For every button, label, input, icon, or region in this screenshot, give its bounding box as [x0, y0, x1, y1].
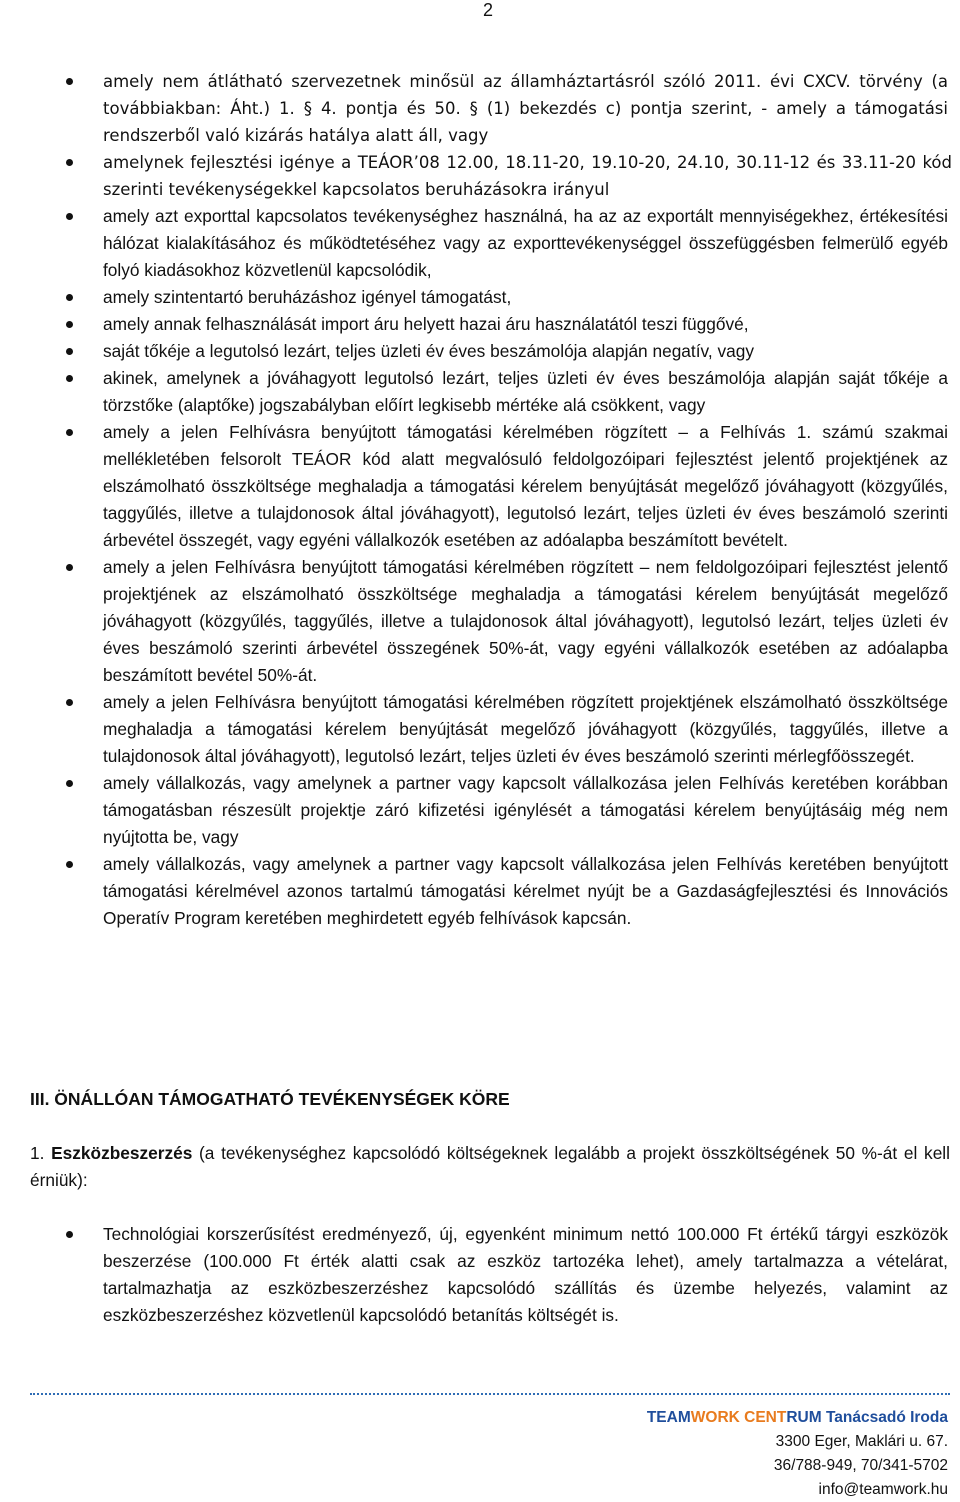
list-item: amely azt exporttal kapcsolatos tevékenységhez használná, ha az az exportált mennyiségekhez, értékesítési hálózat kialakításához és működtetéséhez vagy az exporttevékenységgel összefüggésben felmerülő egyéb folyó kiadásokhoz közvetlenül kapcsolódik, [0, 203, 960, 284]
list-item: akinek, amelynek a jóváhagyott legutolsó lezárt, teljes üzleti év éves beszámolója alapján saját tőkéje a törzstőke (alaptőke) jogszabályban előírt legkisebb mértéke alá csökkent, vagy [0, 365, 960, 419]
footer-address: 3300 Eger, Maklári u. 67. [775, 1433, 948, 1450]
section-heading: III. ÖNÁLLÓAN TÁMOGATHATÓ TEVÉKENYSÉGEK KÖRE [30, 1089, 510, 1109]
footer-email[interactable]: info@teamwork.hu [818, 1481, 948, 1498]
list-item: amely annak felhasználását import áru helyett hazai áru használatától teszi függővé, [0, 311, 960, 338]
list-item: amely a jelen Felhívásra benyújtott támogatási kérelmében rögzített – nem feldolgozóipari fejlesztést jelentő projektjének az elszámolható összköltsége meghaladja a támogatási kérelem benyújtását megelőző jóváhagyott (közgyűlés, taggyűlés, illetve a tulajdonosok által jóváhagyott), legutolsó lezárt, teljes üzleti év éves beszámoló szerinti árbevétel összegének 50%-át, vagy egyéni vállalkozók esetében az adóalapba beszámított bevétel 50%-át. [0, 554, 960, 689]
list-item: amely szintentartó beruházáshoz igényel támogatást, [0, 284, 960, 311]
list-item: saját tőkéje a legutolsó lezárt, teljes üzleti év éves beszámolója alapján negatív, vagy [0, 338, 960, 365]
page-number: 2 [483, 0, 494, 20]
list-item: amely nem átlátható szervezetnek minősül az államháztartásról szóló 2011. évi CXCV. törvény (a továbbiakban: Áht.) 1. § 4. pontja és 50. § (1) bekezdés c) pontja szerint, - amely a támogatási rendszerből való kizárás hatálya alatt áll, vagy [0, 68, 960, 149]
activity-list [0, 1221, 960, 1329]
list-item: amely a jelen Felhívásra benyújtott támogatási kérelmében rögzített projektjének elszámolható összköltsége meghaladja a támogatási kérelem benyújtását megelőző jóváhagyott (közgyűlés, taggyűlés, illetve a tulajdonosok által jóváhagyott), legutolsó lezárt, teljes üzleti év éves beszámoló szerinti mérlegfőösszegét. [0, 689, 960, 770]
item-text: (a tevékenységhez kapcsolódó költségeknek legalább a projekt összköltségének 50 %-át el kell érniük): [30, 1143, 950, 1190]
item-number: 1. [30, 1143, 45, 1163]
section-intro-paragraph [30, 1140, 950, 1194]
list-item: amely vállalkozás, vagy amelynek a partner vagy kapcsolt vállalkozása jelen Felhívás keretében benyújtott támogatási kérelmével azonos tartalmú támogatási kérelmet nyújt be a Gazdaságfejlesztési és Innovációs Operatív Program keretében meghirdetett egyéb felhívások kapcsán. [0, 851, 960, 932]
list-item: Technológiai korszerűsítést eredményező, új, egyenként minimum nettó 100.000 Ft értékű tárgyi eszközök beszerzése (100.000 Ft érték alatti csak az eszköz tartozéka lehet), amely tartalmazza a vételárat, tartalmazhatja az eszközbeszerzéshez kapcsolódó szállítás és üzembe helyezés, valamint az eszközbeszerzéshez közvetlenül kapcsolódó betanítás költségét is. [0, 1221, 960, 1329]
list-item: amelynek fejlesztési igénye a TEÁOR’08 12.00, 18.11-20, 19.10-20, 24.10, 30.11-12 és 33.11-20 kód szerinti tevékenységekkel kapcsolatos beruházásokra irányul [0, 149, 960, 203]
footer-divider [30, 1393, 950, 1395]
footer-brand: TEAMWORK CENTRUM Tanácsadó Iroda [646, 1409, 948, 1426]
footer [647, 1406, 948, 1502]
eligibility-list [0, 68, 960, 932]
footer-phone: 36/788-949, 70/341-5702 [773, 1457, 948, 1474]
item-title: Eszközbeszerzés [51, 1143, 193, 1163]
list-item: amely vállalkozás, vagy amelynek a partner vagy kapcsolt vállalkozása jelen Felhívás keretében korábban támogatásban részesült projektje záró kifizetési igénylését a támogatási kérelem benyújtásáig még nem nyújtotta be, vagy [0, 770, 960, 851]
list-item: amely a jelen Felhívásra benyújtott támogatási kérelmében rögzített – a Felhívás 1. számú szakmai mellékletében felsorolt TEÁOR kód alatt megvalósuló feldolgozóipari fejlesztést jelentő projektjének az elszámolható összköltsége meghaladja a támogatási kérelem benyújtását megelőző jóváhagyott (közgyűlés, taggyűlés, illetve a tulajdonosok által jóváhagyott), legutolsó lezárt, teljes üzleti év éves beszámoló szerinti árbevétel összegét, vagy egyéni vállalkozók esetében az adóalapba beszámított bevételt. [0, 419, 960, 554]
